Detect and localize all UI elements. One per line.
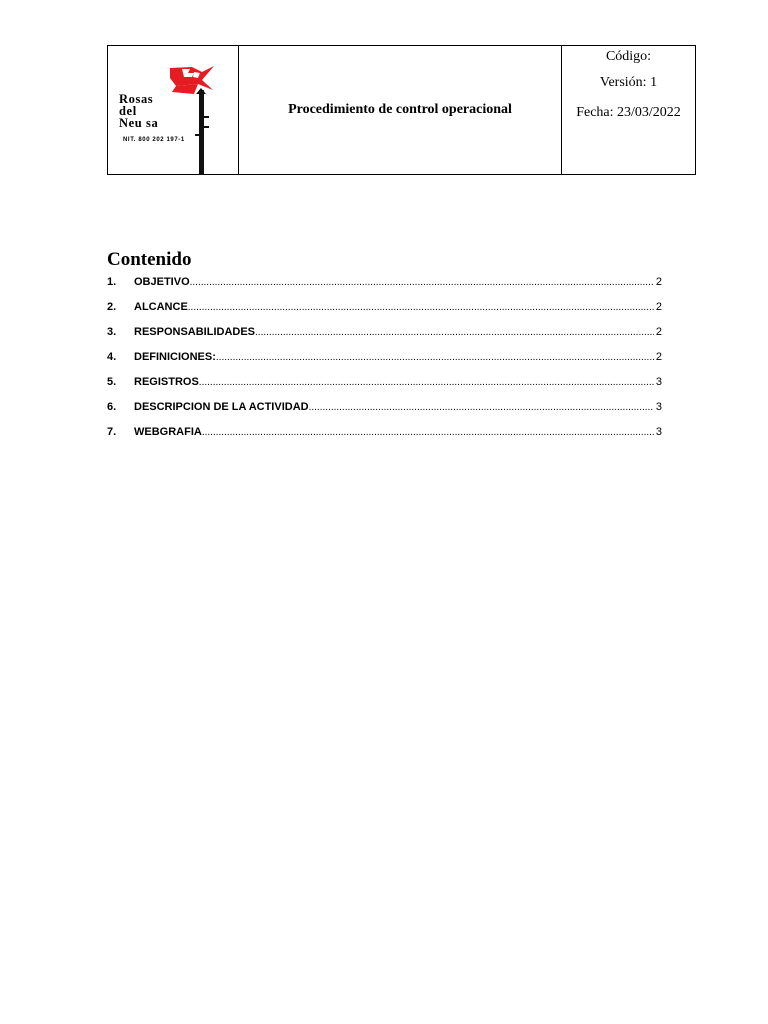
toc-item-number: 4. [107,351,117,363]
logo-nit: NIT. 800 202 197-1 [123,137,185,143]
toc-leader-dots [202,423,654,443]
toc-leader-dots [190,273,654,293]
logo-line-2: del [119,104,137,118]
toc-item-number: 3. [107,326,117,338]
logo-cell [108,46,239,175]
toc-item-number: 7. [107,426,117,438]
version-label: Versión: 1 [599,75,658,90]
toc-item[interactable] [107,347,662,372]
toc-item-label[interactable]: REGISTROS [134,376,199,388]
toc-title: Contenido [107,249,192,270]
toc-item-page: 2 [655,276,662,288]
toc-item-label[interactable]: RESPONSABILIDADES [134,326,256,338]
logo-wordmark [119,93,158,129]
toc-item-page: 2 [655,301,662,313]
toc-item[interactable] [107,297,662,322]
toc-leader-dots [188,298,654,318]
toc-item-page: 3 [655,426,662,438]
document-title: Procedimiento de control operacional [239,46,562,175]
toc-leader-dots [199,373,654,393]
toc-item[interactable] [107,372,662,397]
toc-leader-dots [309,398,654,418]
toc-item-label[interactable]: WEBGRAFIA [134,426,202,438]
toc-leader-dots [216,348,654,368]
company-logo [108,46,238,174]
toc-item[interactable] [107,272,662,297]
logo-line-1: Rosas [119,92,154,106]
toc-item-page: 2 [655,326,662,338]
toc-item[interactable] [107,322,662,347]
table-of-contents [107,272,662,447]
document-header-table [107,45,696,175]
toc-item-page: 2 [655,351,662,363]
toc-item-number: 5. [107,376,117,388]
toc-leader-dots [255,323,654,343]
toc-item-page: 3 [655,376,662,388]
document-meta [562,46,696,175]
toc-item-label[interactable]: ALCANCE [134,301,188,313]
toc-item-number: 1. [107,276,117,288]
toc-item-number: 6. [107,401,117,413]
toc-item-page: 3 [655,401,662,413]
toc-item-label[interactable]: OBJETIVO [134,276,190,288]
toc-item-number: 2. [107,301,117,313]
toc-item-label[interactable]: DESCRIPCION DE LA ACTIVIDAD [134,401,309,413]
toc-item[interactable] [107,422,662,447]
fecha-label: Fecha: 23/03/2022 [576,105,681,120]
rose-logo-icon [168,64,238,180]
toc-item-label[interactable]: DEFINICIONES: [134,351,216,363]
toc-item[interactable] [107,397,662,422]
logo-line-3: Neu sa [119,116,159,130]
codigo-label: Código: [605,49,652,64]
